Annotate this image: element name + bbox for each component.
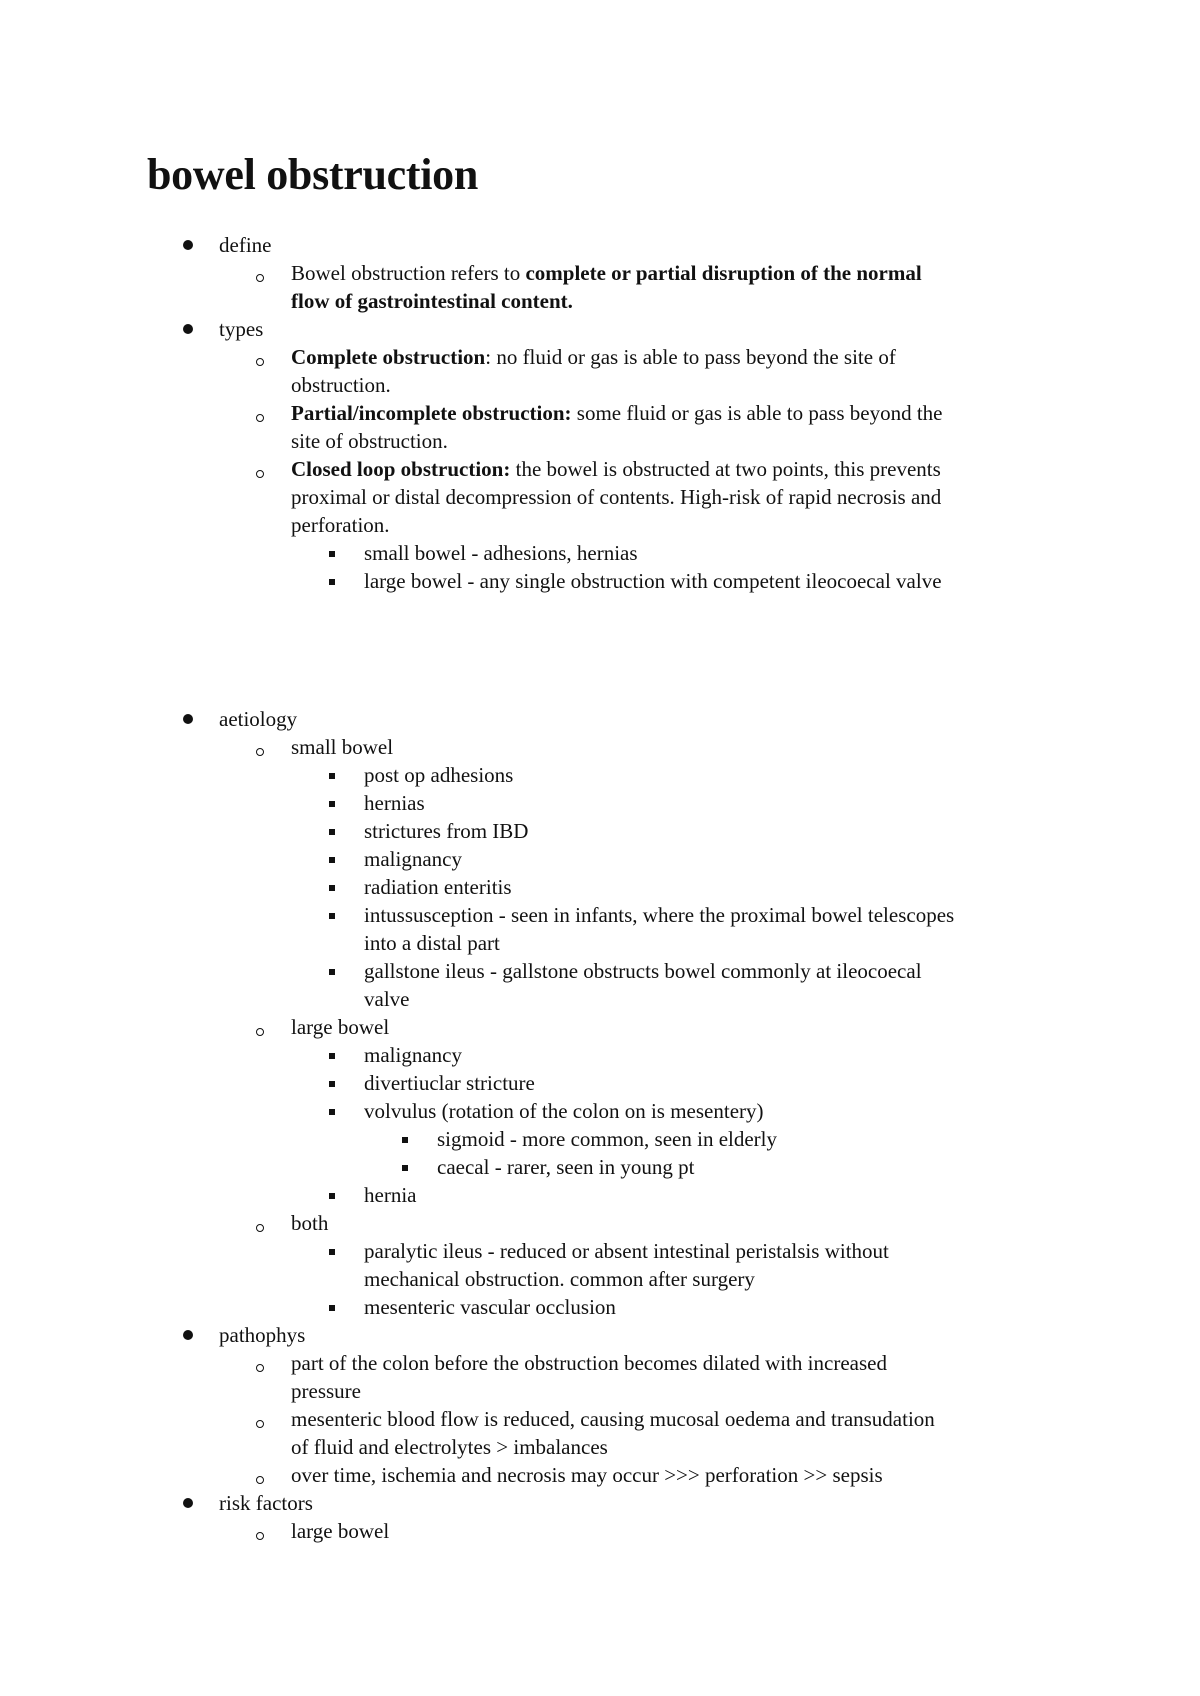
both-item-cont: mechanical obstruction. common after surgery bbox=[364, 1267, 755, 1291]
pathophys-item-cont: of fluid and electrolytes > imbalances bbox=[291, 1435, 608, 1459]
types-partial-line-1 bbox=[291, 399, 942, 427]
bullet-square-icon bbox=[329, 1109, 335, 1115]
small-bowel-item: gallstone ileus - gallstone obstructs bowel commonly at ileocoecal bbox=[364, 959, 922, 983]
bullet-circle-icon bbox=[256, 1364, 264, 1372]
risk-factors-large-bowel: large bowel bbox=[291, 1519, 390, 1543]
closed-loop-text: the bowel is obstructed at two points, this prevents bbox=[510, 457, 941, 481]
aetiology-both: both bbox=[291, 1211, 329, 1235]
volvulus-subitem: sigmoid - more common, seen in elderly bbox=[437, 1127, 778, 1151]
small-bowel-item: radiation enteritis bbox=[364, 875, 512, 899]
small-bowel-item: strictures from IBD bbox=[364, 819, 529, 843]
define-bold-text: complete or partial disruption of the normal bbox=[525, 261, 922, 285]
bullet-square-icon bbox=[329, 1249, 335, 1255]
heading-types: types bbox=[219, 317, 264, 341]
types-closed-line-3: perforation. bbox=[291, 513, 390, 537]
heading-define: define bbox=[219, 233, 272, 257]
pathophys-item: part of the colon before the obstruction becomes dilated with increased bbox=[291, 1351, 887, 1375]
types-partial-line-2: site of obstruction. bbox=[291, 429, 448, 453]
pathophys-item: mesenteric blood flow is reduced, causing mucosal oedema and transudation bbox=[291, 1407, 935, 1431]
small-bowel-item: intussusception - seen in infants, where the proximal bowel telescopes bbox=[364, 903, 955, 927]
pathophys-item-cont: pressure bbox=[291, 1379, 361, 1403]
small-bowel-item: malignancy bbox=[364, 847, 462, 871]
heading-risk-factors: risk factors bbox=[219, 1491, 313, 1515]
bullet-circle-icon bbox=[256, 1420, 264, 1428]
bullet-disc-icon bbox=[183, 1330, 193, 1340]
bullet-square-icon bbox=[329, 1305, 335, 1311]
large-bowel-item: hernia bbox=[364, 1183, 417, 1207]
bullet-square-icon bbox=[329, 801, 335, 807]
bullet-square-icon bbox=[329, 1193, 335, 1199]
closed-loop-term: Closed loop obstruction: bbox=[291, 457, 511, 481]
aetiology-large-bowel: large bowel bbox=[291, 1015, 390, 1039]
small-bowel-item-cont: into a distal part bbox=[364, 931, 500, 955]
heading-aetiology: aetiology bbox=[219, 707, 298, 731]
bullet-square-icon bbox=[402, 1137, 408, 1143]
define-text: Bowel obstruction refers to bbox=[291, 261, 526, 285]
bullet-circle-icon bbox=[256, 1028, 264, 1036]
large-bowel-item: volvulus (rotation of the colon on is mesentery) bbox=[364, 1099, 764, 1123]
small-bowel-item-cont: valve bbox=[364, 987, 410, 1011]
bullet-disc-icon bbox=[183, 324, 193, 334]
bullet-circle-icon bbox=[256, 1224, 264, 1232]
both-item: paralytic ileus - reduced or absent intestinal peristalsis without bbox=[364, 1239, 889, 1263]
define-text-line-2: flow of gastrointestinal content. bbox=[291, 289, 573, 313]
volvulus-subitem: caecal - rarer, seen in young pt bbox=[437, 1155, 695, 1179]
closed-loop-sub-2: large bowel - any single obstruction with competent ileocoecal valve bbox=[364, 569, 942, 593]
bullet-square-icon bbox=[329, 1053, 335, 1059]
bullet-square-icon bbox=[329, 579, 335, 585]
bullet-disc-icon bbox=[183, 240, 193, 250]
bullet-circle-icon bbox=[256, 414, 264, 422]
bullet-square-icon bbox=[329, 551, 335, 557]
bullet-circle-icon bbox=[256, 748, 264, 756]
bullet-circle-icon bbox=[256, 1476, 264, 1484]
small-bowel-item: hernias bbox=[364, 791, 425, 815]
bullet-circle-icon bbox=[256, 274, 264, 282]
types-complete-line-1 bbox=[291, 343, 896, 371]
small-bowel-item: post op adhesions bbox=[364, 763, 514, 787]
bullet-circle-icon bbox=[256, 358, 264, 366]
page-title: bowel obstruction bbox=[147, 150, 479, 199]
bullet-square-icon bbox=[329, 913, 335, 919]
partial-obstruction-text: some fluid or gas is able to pass beyond the bbox=[571, 401, 943, 425]
aetiology-small-bowel: small bowel bbox=[291, 735, 394, 759]
bullet-square-icon bbox=[329, 857, 335, 863]
types-closed-line-1 bbox=[291, 455, 941, 483]
large-bowel-item: malignancy bbox=[364, 1043, 462, 1067]
define-text-line-1 bbox=[291, 259, 922, 287]
partial-obstruction-term: Partial/incomplete obstruction: bbox=[291, 401, 572, 425]
heading-pathophys: pathophys bbox=[219, 1323, 306, 1347]
pathophys-item: over time, ischemia and necrosis may occur >>> perforation >> sepsis bbox=[291, 1463, 883, 1487]
bullet-circle-icon bbox=[256, 1532, 264, 1540]
bullet-square-icon bbox=[329, 969, 335, 975]
bullet-square-icon bbox=[329, 885, 335, 891]
bullet-square-icon bbox=[329, 773, 335, 779]
bullet-disc-icon bbox=[183, 714, 193, 724]
bullet-square-icon bbox=[402, 1165, 408, 1171]
bullet-square-icon bbox=[329, 1081, 335, 1087]
types-complete-line-2: obstruction. bbox=[291, 373, 391, 397]
both-item: mesenteric vascular occlusion bbox=[364, 1295, 616, 1319]
complete-obstruction-term: Complete obstruction bbox=[291, 345, 486, 369]
types-closed-line-2: proximal or distal decompression of contents. High-risk of rapid necrosis and bbox=[291, 485, 942, 509]
bullet-disc-icon bbox=[183, 1498, 193, 1508]
complete-obstruction-text: : no fluid or gas is able to pass beyond the site of bbox=[485, 345, 896, 369]
bullet-square-icon bbox=[329, 829, 335, 835]
closed-loop-sub-1: small bowel - adhesions, hernias bbox=[364, 541, 638, 565]
large-bowel-item: divertiuclar stricture bbox=[364, 1071, 535, 1095]
bullet-circle-icon bbox=[256, 470, 264, 478]
